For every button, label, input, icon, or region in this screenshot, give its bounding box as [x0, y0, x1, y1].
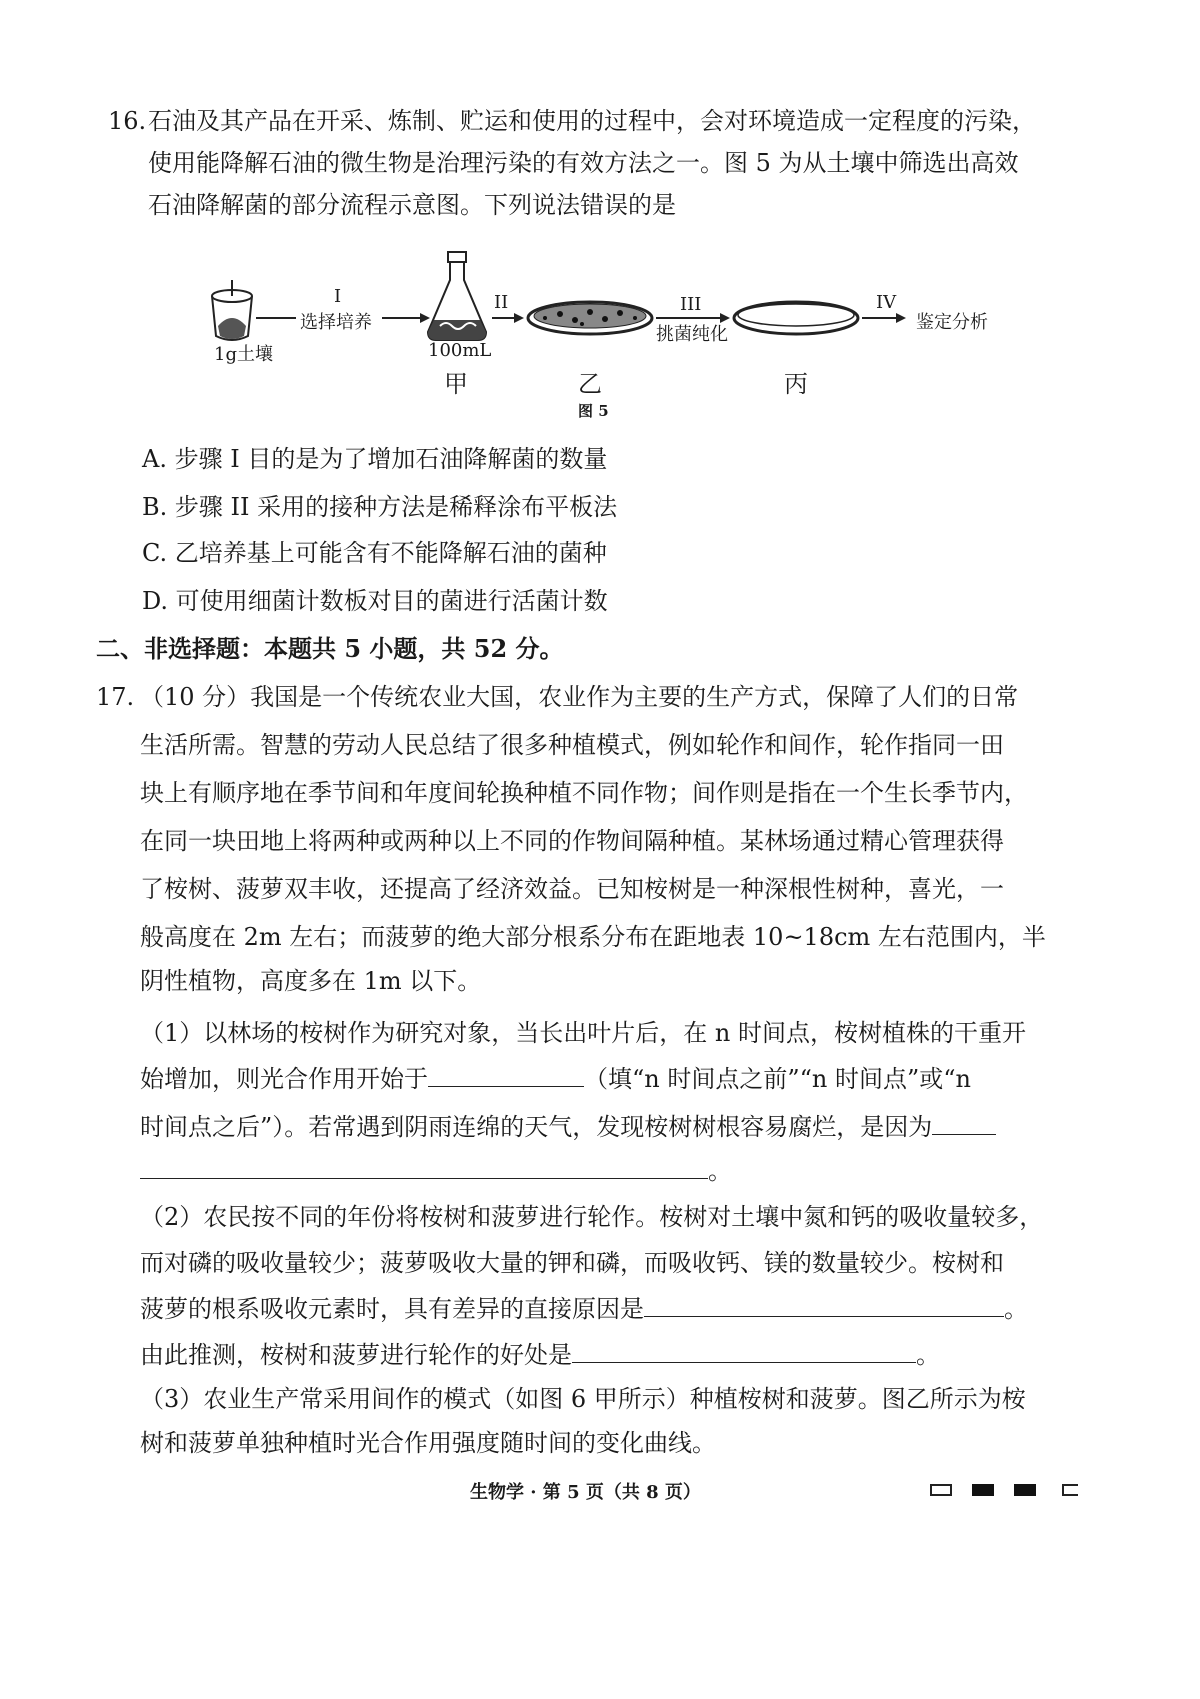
scan-mark-2 [972, 1484, 994, 1496]
q16-stem-line-1: 石油及其产品在开采、炼制、贮运和使用的过程中，会对环境造成一定程度的污染， [148, 107, 1036, 135]
step-4-number: IV [876, 292, 897, 313]
step-1-number: I [334, 286, 342, 307]
figure-5 [0, 240, 1200, 420]
q17-part1-line-2b: （填“n 时间点之前”“n 时间点”或“n [584, 1065, 971, 1093]
option-a: A. 步骤 I 目的是为了增加石油降解菌的数量 [142, 445, 608, 473]
q16-stem-line-2: 使用能降解石油的微生物是治理污染的有效方法之一。图 5 为从土壤中筛选出高效 [148, 149, 1019, 177]
label-bing: 丙 [784, 370, 808, 398]
question-17-number: 17. [96, 683, 135, 711]
answer-blank-2a[interactable] [932, 1112, 996, 1135]
flask-volume: 100mL [428, 340, 492, 361]
scan-mark-4 [1062, 1484, 1078, 1496]
petri-dish-empty-icon [734, 302, 858, 334]
q17-part2-line-1: （2）农民按不同的年份将桉树和菠萝进行轮作。桉树对土壤中氮和钙的吸收量较多， [140, 1203, 1044, 1231]
answer-blank-2b[interactable] [140, 1156, 708, 1179]
step-4-text: 鉴定分析 [916, 312, 988, 333]
q17-intro-line-5: 了桉树、菠萝双丰收，还提高了经济效益。已知桉树是一种深根性树种，喜光，一 [140, 875, 1004, 903]
q17-intro-line-7: 阴性植物，高度多在 1m 以下。 [140, 967, 482, 995]
answer-blank-1[interactable] [428, 1064, 584, 1087]
q17-part2-line-4-text: 由此推测，桉树和菠萝进行轮作的好处是 [140, 1341, 572, 1369]
q17-part1-line-3-text: 时间点之后”）。若常遇到阴雨连绵的天气，发现桉树树根容易腐烂，是因为 [140, 1113, 933, 1141]
q17-intro-line-1: （10 分）我国是一个传统农业大国，农业作为主要的生产方式，保障了人们的日常 [140, 683, 1019, 711]
q17-part2-end-1: 。 [1004, 1295, 1028, 1323]
label-yi: 乙 [578, 370, 602, 398]
q17-part1-end: 。 [708, 1157, 732, 1185]
q17-intro-line-2: 生活所需。智慧的劳动人民总结了很多种植模式，例如轮作和间作，轮作指同一田 [140, 731, 1004, 759]
section-2-heading: 二、非选择题：本题共 5 小题，共 52 分。 [96, 634, 564, 663]
step-3-number: III [680, 294, 702, 315]
q17-part1-line-2 [140, 1062, 971, 1096]
step-1-text: 选择培养 [300, 312, 372, 333]
q17-part2-line-3 [140, 1292, 1028, 1326]
q17-intro-line-4: 在同一块田地上将两种或两种以上不同的作物间隔种植。某林场通过精心管理获得 [140, 827, 1004, 855]
label-jia: 甲 [444, 370, 468, 398]
q17-intro-line-3: 块上有顺序地在季节间和年度间轮换种植不同作物；间作则是指在一个生长季节内， [140, 779, 1028, 807]
petri-dish-with-colonies-icon [528, 302, 652, 334]
option-b: B. 步骤 II 采用的接种方法是稀释涂布平板法 [142, 493, 618, 521]
step-3-text: 挑菌纯化 [656, 324, 728, 345]
q17-part2-end-2: 。 [916, 1341, 940, 1369]
q17-part3-line-2: 树和菠萝单独种植时光合作用强度随时间的变化曲线。 [140, 1429, 716, 1457]
scan-mark-3 [1014, 1484, 1036, 1496]
step-2-number: II [494, 292, 509, 313]
q17-part1-line-3 [140, 1110, 996, 1144]
answer-blank-3[interactable] [644, 1294, 1004, 1317]
q16-stem-line-3: 石油降解菌的部分流程示意图。下列说法错误的是 [148, 191, 676, 219]
conical-flask-icon [428, 252, 486, 340]
q17-part2-line-2: 而对磷的吸收量较少；菠萝吸收大量的钾和磷，而吸收钙、镁的数量较少。桉树和 [140, 1249, 1004, 1277]
q17-part1-line-1: （1）以林场的桉树作为研究对象，当长出叶片后，在 n 时间点，桉树植株的干重开 [140, 1019, 1026, 1047]
figure-5-caption: 图 5 [578, 402, 609, 420]
option-d: D. 可使用细菌计数板对目的菌进行活菌计数 [142, 587, 608, 615]
soil-beaker-icon [212, 280, 252, 340]
q17-part2-line-3-text: 菠萝的根系吸收元素时，具有差异的直接原因是 [140, 1295, 644, 1323]
q17-part3-line-1: （3）农业生产常采用间作的模式（如图 6 甲所示）种植桉树和菠萝。图乙所示为桉 [140, 1385, 1026, 1413]
question-16-number: 16. [108, 107, 147, 135]
option-c: C. 乙培养基上可能含有不能降解石油的菌种 [142, 539, 607, 567]
q17-part2-line-4 [140, 1338, 940, 1372]
q17-intro-line-6: 般高度在 2m 左右；而菠萝的绝大部分根系分布在距地表 10~18cm 左右范围内，半 [140, 923, 1046, 951]
q17-part1-line-4 [140, 1154, 732, 1188]
q17-part1-line-2a: 始增加，则光合作用开始于 [140, 1065, 428, 1093]
scan-mark-1 [930, 1484, 952, 1496]
page-footer: 生物学 · 第 5 页（共 8 页） [470, 1482, 701, 1503]
soil-label: 1g土壤 [214, 344, 273, 365]
answer-blank-4[interactable] [572, 1340, 916, 1363]
